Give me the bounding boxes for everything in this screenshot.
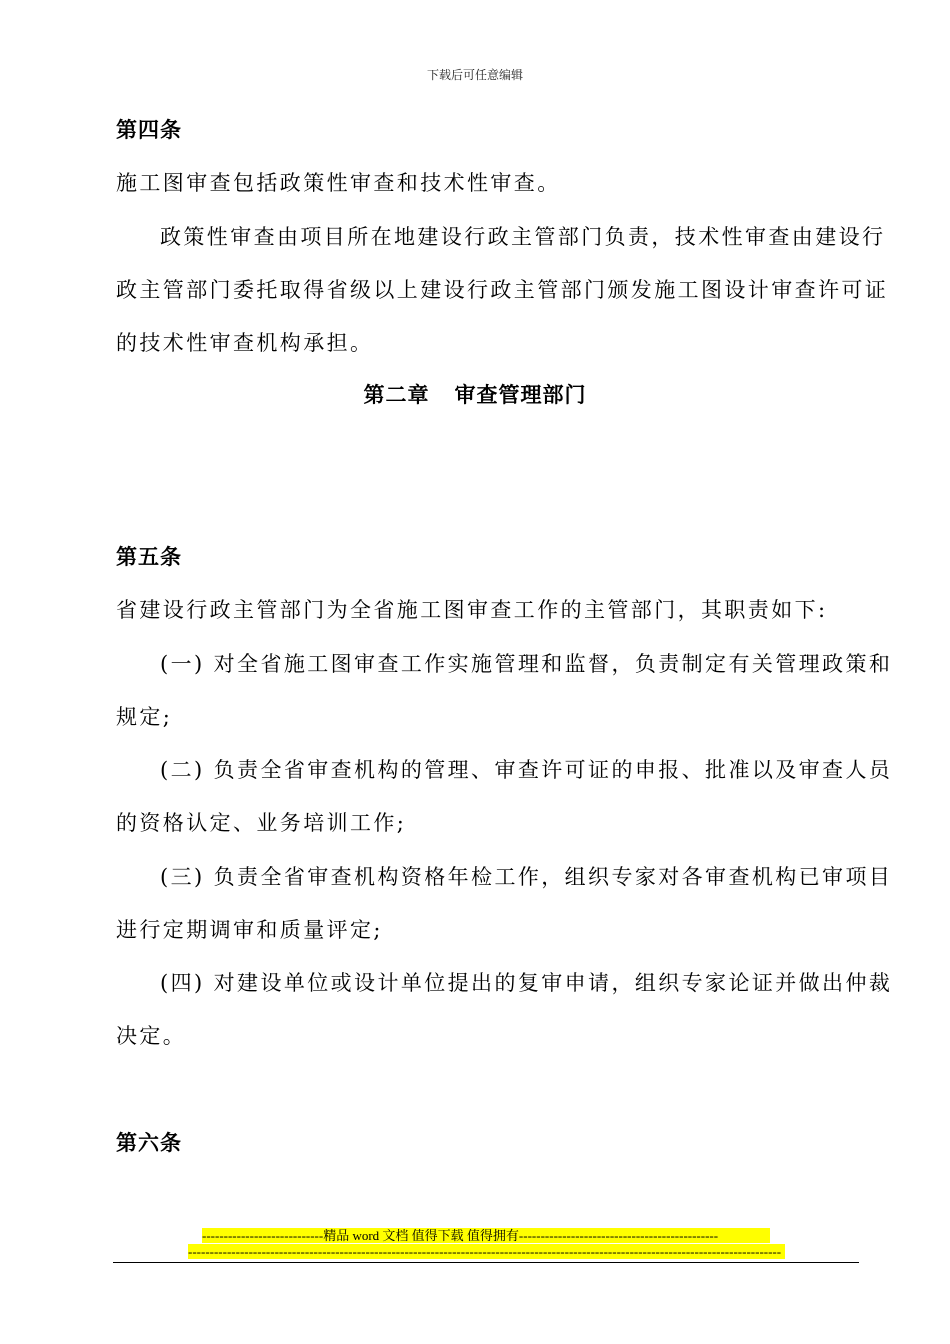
article-4-heading: 第四条: [116, 117, 182, 142]
footer-rule: [113, 1262, 859, 1263]
chapter-title: 第二章 审查管理部门: [363, 382, 587, 407]
article-4-line-1: 施工图审查包括政策性审查和技术性审查。: [116, 171, 561, 195]
article-5-heading: 第五条: [116, 544, 182, 569]
article-5-item-2: (二) 负责全省审查机构的管理、审查许可证的申报、批准以及审查人员: [160, 758, 893, 782]
article-5-item-4-cont: 决定。: [116, 1024, 187, 1048]
article-4-line-3: 政主管部门委托取得省级以上建设行政主管部门颁发施工图设计审查许可证: [116, 278, 889, 302]
article-5-item-3: (三) 负责全省审查机构资格年检工作，组织专家对各审查机构已审项目: [160, 865, 893, 889]
article-5-item-3-cont: 进行定期调审和质量评定;: [116, 918, 383, 942]
article-5-line-1: 省建设行政主管部门为全省施工图审查工作的主管部门，其职责如下:: [116, 598, 828, 622]
article-6-heading: 第六条: [116, 1130, 182, 1155]
article-5-item-1-cont: 规定;: [116, 705, 173, 729]
footer-watermark-band: ----------------------------精品 word 文档 值得下载 值得拥有----------------------------------------------: [202, 1228, 770, 1243]
footer-dash-band: -----------------------------------------------------------------------------------------------------------------------------------------: [188, 1244, 785, 1259]
article-4-line-4: 的技术性审查机构承担。: [116, 331, 374, 355]
article-5-item-2-cont: 的资格认定、业务培训工作;: [116, 811, 407, 835]
article-5-item-4: (四) 对建设单位或设计单位提出的复审申请，组织专家论证并做出仲裁: [160, 971, 893, 995]
article-4-line-2: 政策性审查由项目所在地建设行政主管部门负责，技术性审查由建设行: [160, 225, 886, 249]
article-5-item-1: (一) 对全省施工图审查工作实施管理和监督，负责制定有关管理政策和: [160, 652, 893, 676]
header-note: 下载后可任意编辑: [426, 68, 523, 82]
